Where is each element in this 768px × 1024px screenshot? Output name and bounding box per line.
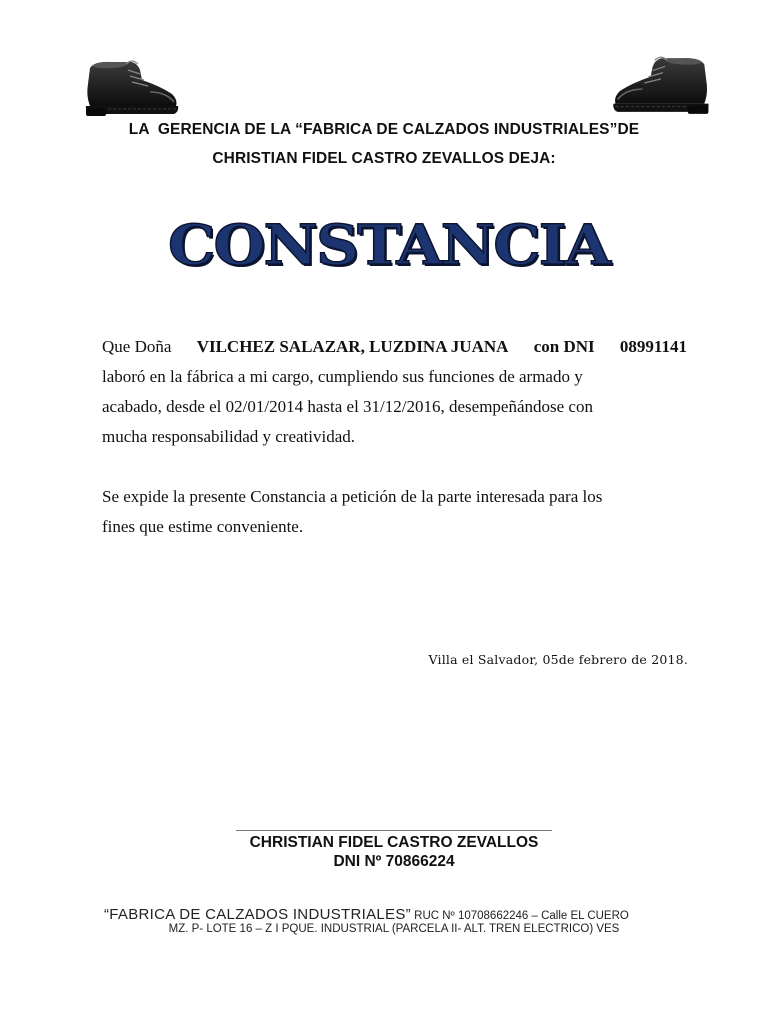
paragraph-line — [102, 332, 687, 362]
purpose-paragraph — [102, 482, 687, 542]
signatory-dni: DNI Nº 70866224 — [333, 853, 455, 870]
certificate-paragraph — [102, 332, 687, 452]
safety-boot-left-icon — [80, 56, 180, 118]
signatory-name: CHRISTIAN FIDEL CASTRO ZEVALLOS — [249, 834, 539, 851]
paragraph-line: mucha responsabilidad y creatividad. — [102, 427, 356, 446]
footer-address-line: MZ. P- LOTE 16 – Z I PQUE. INDUSTRIAL (PARCELA II- ALT. TREN ELECTRICO) VES — [168, 923, 620, 935]
heading-line-1: LA GERENCIA DE LA “FABRICA DE CALZADOS INDUSTRIALES”DE — [128, 121, 640, 138]
footer-line-1 — [104, 906, 629, 924]
footer-ruc-address: RUC Nº 10708662246 – Calle EL CUERO — [410, 910, 629, 922]
signature-line — [236, 830, 552, 831]
paragraph-line: fines que estime conveniente. — [102, 517, 304, 536]
document-title — [168, 206, 610, 286]
place-and-date: Villa el Salvador, 05de febrero de 2018. — [428, 652, 688, 667]
paragraph-line: acabado, desde el 02/01/2014 hasta el 31/12/2016, desempeñándose con — [102, 397, 593, 416]
intro-text: Que Doña — [102, 337, 172, 356]
dni-label: con DNI — [533, 337, 595, 356]
heading-line-2: CHRISTIAN FIDEL CASTRO ZEVALLOS DEJA: — [212, 150, 556, 167]
paragraph-line: laboró en la fábrica a mi cargo, cumpliendo sus funciones de armado y — [102, 367, 583, 386]
footer-company-name: “FABRICA DE CALZADOS INDUSTRIALES” — [104, 906, 411, 923]
safety-boot-right-icon — [610, 52, 716, 116]
employee-dni: 08991141 — [619, 337, 687, 356]
employee-name: VILCHEZ SALAZAR, LUZDINA JUANA — [196, 337, 509, 356]
title-text: CONSTANCIA — [168, 213, 610, 278]
paragraph-line: Se expide la presente Constancia a petición de la parte interesada para los — [102, 487, 603, 506]
